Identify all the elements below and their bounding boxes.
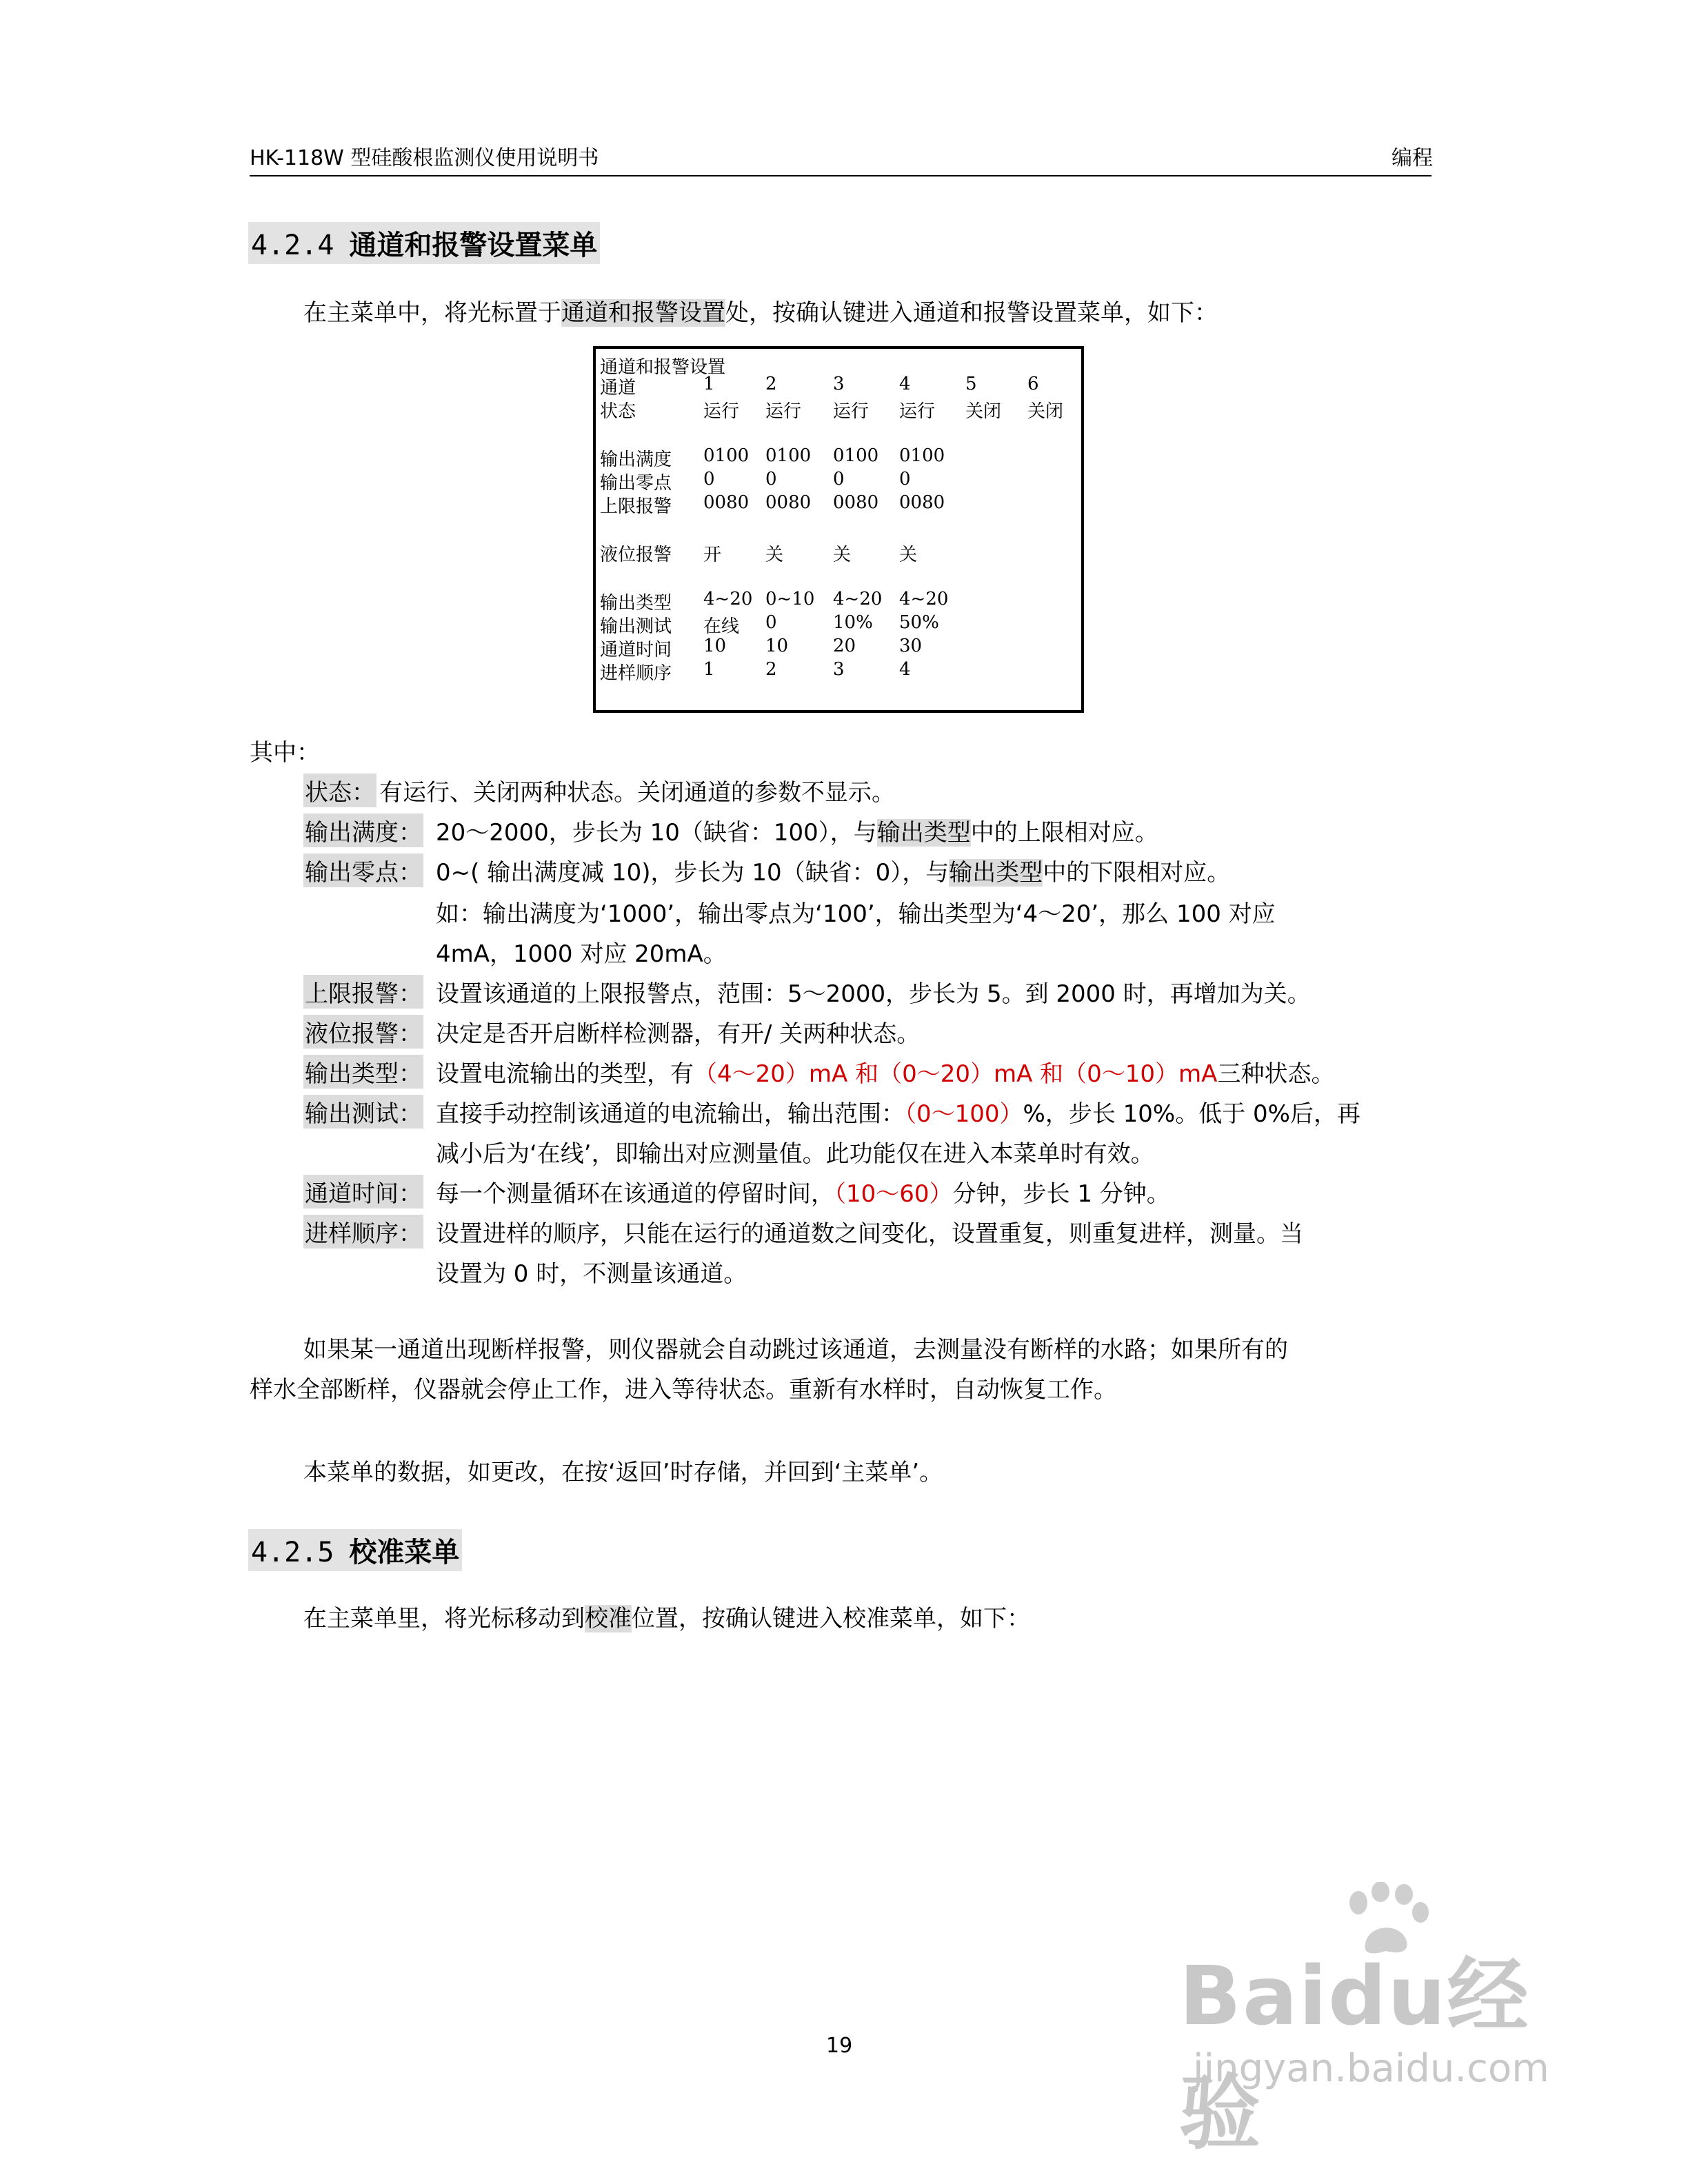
heading-4-2-4 — [248, 222, 600, 264]
lcd-cell: 0100 — [703, 445, 750, 466]
desc-text: 中的下限相对应。 — [1043, 859, 1231, 887]
term-status: 状态： — [303, 774, 376, 807]
lcd-cell: 2 — [765, 374, 777, 394]
desc-output-type — [436, 1055, 1334, 1089]
lcd-cell: 开 — [703, 545, 722, 565]
lcd-cell: 30 — [899, 636, 923, 656]
intro-highlight: 校准 — [585, 1605, 632, 1632]
desc-text: 0~( 输出满度减 10)，步长为 10（缺省：0），与 — [436, 859, 950, 887]
desc-output-test-cont: 减小后为‘在线’，即输出对应测量值。此功能仅在进入本菜单时有效。 — [436, 1140, 1154, 1168]
lcd-cell: 10% — [833, 612, 873, 633]
desc-output-full — [436, 813, 1158, 847]
lcd-cell: 1 — [703, 374, 715, 394]
lcd-row — [600, 469, 1076, 492]
lcd-cell: 50% — [899, 612, 939, 633]
intro-paragraph-424 — [303, 292, 1218, 334]
lcd-cell: 0 — [833, 469, 845, 489]
lcd-cell: 1 — [703, 659, 715, 680]
document-title: HK-118W 型硅酸根监测仪使用说明书 — [250, 146, 599, 170]
lcd-cell: 3 — [833, 659, 845, 680]
desc-text: 直接手动控制该通道的电流输出，输出范围： — [436, 1100, 905, 1128]
lcd-row-label: 通道时间 — [600, 640, 672, 660]
lcd-row-label: 输出满度 — [600, 449, 672, 470]
desc-high-alarm: 设置该通道的上限报警点，范围：5～2000，步长为 5。到 2000 时，再增加为关。 — [436, 980, 1311, 1008]
paragraph-sample-break: 如果某一通道出现断样报警，则仪器就会自动跳过该通道，去测量没有断样的水路；如果所有的 — [303, 1336, 1288, 1364]
lcd-cell: 关 — [899, 545, 918, 565]
desc-highlight: 输出类型 — [876, 819, 971, 847]
desc-text: 设置电流输出的类型，有 — [436, 1060, 694, 1088]
lcd-cell: 3 — [833, 374, 845, 394]
lcd-cell: 0080 — [899, 492, 945, 513]
intro-text: 位置，按确认键进入校准菜单，如下： — [632, 1605, 1030, 1632]
lcd-row — [600, 492, 1076, 516]
lcd-cell: 4~20 — [899, 589, 949, 609]
intro-text: 在主菜单中，将光标置于 — [303, 299, 561, 327]
lcd-row — [600, 397, 1076, 421]
watermark-logo: Baidu经验 — [1179, 1948, 1530, 2161]
lcd-cell: 0 — [765, 612, 777, 633]
lcd-cell: 0 — [765, 469, 777, 489]
term-sample-order: 进样顺序： — [303, 1215, 423, 1248]
lcd-row — [600, 589, 1076, 612]
lcd-row — [600, 659, 1076, 682]
watermark-url: jingyan.baidu.com — [1193, 2046, 1549, 2091]
lcd-row-label: 输出测试 — [600, 616, 672, 637]
lcd-row-label: 进样顺序 — [600, 663, 672, 684]
desc-text: %，步长 10%。低于 0%后，再 — [1023, 1100, 1360, 1128]
lcd-row — [600, 540, 1076, 564]
heading-text: 校准菜单 — [349, 1537, 460, 1568]
desc-red-range: （10～60） — [834, 1180, 953, 1208]
lcd-cell: 4~20 — [703, 589, 753, 609]
desc-channel-time — [436, 1175, 1170, 1209]
lcd-row-label: 通道 — [600, 378, 636, 398]
lcd-cell: 4~20 — [833, 589, 883, 609]
lcd-screen — [593, 346, 1084, 713]
desc-text: 中的上限相对应。 — [970, 819, 1158, 847]
heading-4-2-5 — [248, 1529, 462, 1571]
lcd-cell: 关闭 — [1027, 401, 1064, 422]
desc-red-range: （0～100） — [905, 1100, 1023, 1128]
desc-text: 三种状态。 — [1217, 1060, 1335, 1088]
lcd-cell: 0 — [703, 469, 715, 489]
lcd-cell: 4 — [899, 659, 911, 680]
header-rule — [250, 175, 1431, 176]
heading-number: 4.2.4 — [251, 230, 334, 261]
intro-text: 在主菜单里，将光标移动到 — [303, 1605, 585, 1632]
lcd-cell: 关 — [765, 545, 784, 565]
desc-text: 20～2000，步长为 10（缺省：100），与 — [436, 819, 877, 847]
desc-sample-order: 设置进样的顺序，只能在运行的通道数之间变化，设置重复，则重复进样，测量。当 — [436, 1220, 1303, 1248]
lcd-row — [600, 612, 1076, 636]
intro-text: 处，按确认键进入通道和报警设置菜单，如下： — [725, 299, 1218, 327]
section-name: 编程 — [1391, 146, 1433, 170]
term-output-test: 输出测试： — [303, 1095, 423, 1129]
term-output-zero: 输出零点： — [303, 853, 423, 887]
lcd-cell: 运行 — [765, 401, 802, 422]
lcd-row-label: 上限报警 — [600, 496, 672, 517]
lcd-title: 通道和报警设置 — [600, 357, 726, 378]
lcd-row — [600, 374, 1076, 397]
lcd-cell: 20 — [833, 636, 856, 656]
term-output-type: 输出类型： — [303, 1055, 423, 1089]
example-line-2: 4mA，1000 对应 20mA。 — [436, 940, 727, 968]
lcd-row-label: 状态 — [600, 401, 636, 422]
term-output-full: 输出满度： — [303, 813, 423, 847]
lcd-row-label: 输出零点 — [600, 473, 672, 494]
lcd-cell: 在线 — [703, 616, 740, 637]
intro-highlight: 通道和报警设置 — [561, 299, 725, 327]
heading-text: 通道和报警设置菜单 — [349, 230, 598, 261]
term-level-alarm: 液位报警： — [303, 1015, 423, 1049]
where-label: 其中： — [250, 739, 320, 767]
paragraph-sample-break-cont: 样水全部断样，仪器就会停止工作，进入等待状态。重新有水样时，自动恢复工作。 — [250, 1376, 1117, 1404]
lcd-row-label: 输出类型 — [600, 593, 672, 614]
heading-number: 4.2.5 — [251, 1537, 334, 1568]
desc-red-range: （4～20）mA 和（0～20）mA 和（0～10）mA — [694, 1060, 1218, 1088]
lcd-cell: 关 — [833, 545, 852, 565]
term-channel-time: 通道时间： — [303, 1175, 423, 1209]
lcd-cell: 6 — [1027, 374, 1039, 394]
lcd-cell: 运行 — [703, 401, 740, 422]
lcd-cell: 0100 — [833, 445, 879, 466]
lcd-cell: 0~10 — [765, 589, 815, 609]
desc-output-zero — [436, 853, 1230, 887]
lcd-cell: 0 — [899, 469, 911, 489]
baidu-watermark — [1172, 1868, 1586, 2161]
lcd-cell: 关闭 — [965, 401, 1002, 422]
lcd-cell: 0080 — [765, 492, 812, 513]
lcd-cell: 10 — [765, 636, 789, 656]
page-number: 19 — [826, 2034, 853, 2058]
lcd-cell: 0100 — [899, 445, 945, 466]
lcd-cell: 5 — [965, 374, 977, 394]
desc-level-alarm: 决定是否开启断样检测器，有开/ 关两种状态。 — [436, 1020, 921, 1048]
desc-highlight: 输出类型 — [949, 859, 1043, 887]
example-line-1: 如：输出满度为‘1000’，输出零点为‘100’，输出类型为‘4～20’，那么 100 对应 — [436, 900, 1276, 928]
lcd-cell: 4 — [899, 374, 911, 394]
desc-sample-order-cont: 设置为 0 时，不测量该通道。 — [436, 1260, 747, 1288]
lcd-cell: 10 — [703, 636, 727, 656]
lcd-cell: 0100 — [765, 445, 812, 466]
lcd-row-label: 液位报警 — [600, 545, 672, 565]
lcd-row — [600, 445, 1076, 469]
desc-output-test — [436, 1095, 1360, 1129]
intro-paragraph-425 — [303, 1598, 1030, 1639]
desc-status: 有运行、关闭两种状态。关闭通道的参数不显示。 — [379, 779, 895, 807]
lcd-cell: 0080 — [833, 492, 879, 513]
term-high-alarm: 上限报警： — [303, 975, 423, 1009]
lcd-cell: 运行 — [899, 401, 936, 422]
lcd-cell: 2 — [765, 659, 777, 680]
lcd-cell: 0080 — [703, 492, 750, 513]
desc-text: 每一个测量循环在该通道的停留时间， — [436, 1180, 834, 1208]
lcd-cell: 运行 — [833, 401, 870, 422]
paragraph-save: 本菜单的数据，如更改，在按‘返回’时存储，并回到‘主菜单’。 — [303, 1459, 943, 1486]
lcd-row — [600, 636, 1076, 659]
desc-text: 分钟，步长 1 分钟。 — [952, 1180, 1170, 1208]
